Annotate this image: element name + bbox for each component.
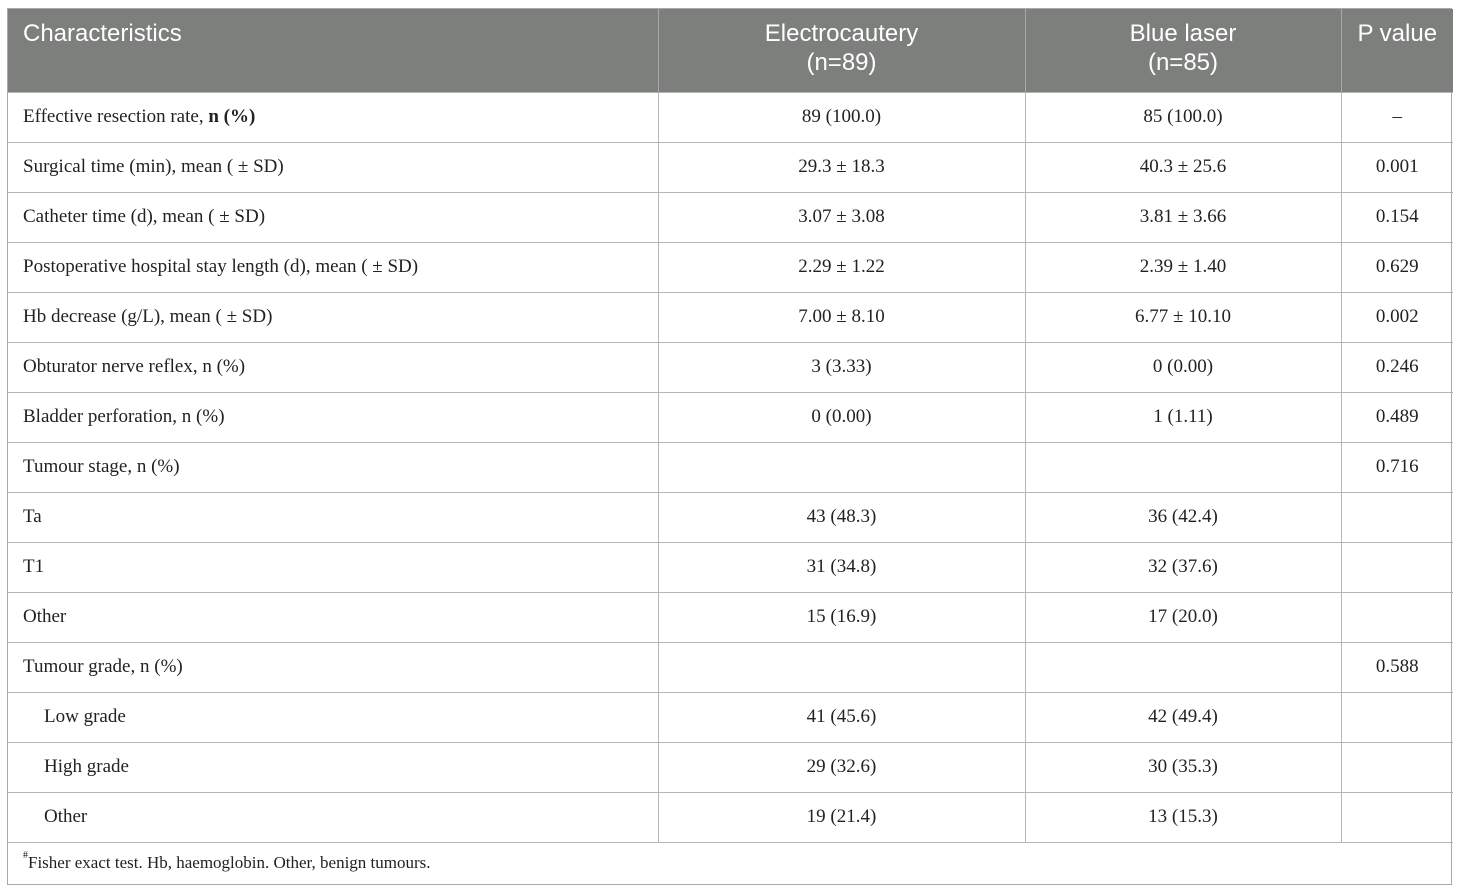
cell-p-value (1341, 542, 1453, 592)
header-blue-laser-n: (n=85) (1147, 49, 1219, 76)
row-label (8, 692, 658, 742)
row-label-text: Surgical time (min), mean ( ± SD) (23, 156, 284, 177)
table-row (8, 642, 1453, 692)
cell-electrocautery: 3 (3.33) (658, 342, 1025, 392)
cell-p-value (1341, 592, 1453, 642)
cell-electrocautery (658, 442, 1025, 492)
table-row (8, 92, 1453, 142)
row-label-text: Other (44, 806, 88, 827)
cell-p-value: – (1341, 92, 1453, 142)
row-label-text: Effective resection rate, (23, 106, 209, 127)
header-p-value: P value (1341, 9, 1453, 92)
cell-blue-laser (1025, 642, 1341, 692)
cell-blue-laser: 13 (15.3) (1025, 792, 1341, 842)
row-label-text: T1 (23, 556, 45, 577)
cell-p-value: 0.489 (1341, 392, 1453, 442)
row-label (8, 342, 658, 392)
cell-blue-laser: 32 (37.6) (1025, 542, 1341, 592)
table-row (8, 592, 1453, 642)
table-header-row (8, 9, 1453, 92)
row-label (8, 192, 658, 242)
footnote-row (8, 842, 1453, 884)
table-row (8, 192, 1453, 242)
cell-electrocautery: 41 (45.6) (658, 692, 1025, 742)
table-row (8, 342, 1453, 392)
cell-electrocautery: 43 (48.3) (658, 492, 1025, 542)
row-label-text: Tumour stage, n (%) (23, 456, 180, 477)
header-characteristics: Characteristics (8, 9, 658, 92)
cell-p-value: 0.154 (1341, 192, 1453, 242)
row-label (8, 742, 658, 792)
header-blue-laser (1025, 9, 1341, 92)
cell-blue-laser: 2.39 ± 1.40 (1025, 242, 1341, 292)
results-table-container (7, 8, 1452, 885)
row-label-text: Catheter time (d), mean ( ± SD) (23, 206, 266, 227)
row-label-text: Other (23, 606, 67, 627)
table-row (8, 242, 1453, 292)
cell-p-value: 0.246 (1341, 342, 1453, 392)
cell-blue-laser (1025, 442, 1341, 492)
table-row (8, 142, 1453, 192)
table-row (8, 442, 1453, 492)
row-label-text: Ta (23, 506, 42, 527)
cell-blue-laser: 6.77 ± 10.10 (1025, 292, 1341, 342)
cell-blue-laser: 0 (0.00) (1025, 342, 1341, 392)
cell-blue-laser: 17 (20.0) (1025, 592, 1341, 642)
row-label (8, 792, 658, 842)
row-label (8, 242, 658, 292)
header-electrocautery-n: (n=89) (806, 49, 877, 76)
cell-p-value: 0.002 (1341, 292, 1453, 342)
cell-electrocautery: 0 (0.00) (658, 392, 1025, 442)
table-row (8, 292, 1453, 342)
table-row (8, 392, 1453, 442)
table-row (8, 492, 1453, 542)
cell-p-value (1341, 792, 1453, 842)
cell-p-value: 0.588 (1341, 642, 1453, 692)
row-label-text: Low grade (44, 706, 126, 727)
cell-electrocautery: 89 (100.0) (658, 92, 1025, 142)
footnote-marker: # (23, 850, 28, 862)
row-label-bold: n (%) (208, 106, 256, 127)
cell-blue-laser: 85 (100.0) (1025, 92, 1341, 142)
cell-blue-laser: 30 (35.3) (1025, 742, 1341, 792)
header-electrocautery (658, 9, 1025, 92)
cell-p-value: 0.716 (1341, 442, 1453, 492)
cell-electrocautery: 7.00 ± 8.10 (658, 292, 1025, 342)
results-table (8, 9, 1453, 884)
footnote-text: Fisher exact test. Hb, haemoglobin. Other, benign tumours. (28, 853, 431, 873)
row-label (8, 392, 658, 442)
row-label-text: Obturator nerve reflex, n (%) (23, 356, 246, 377)
cell-p-value: 0.001 (1341, 142, 1453, 192)
row-label-text: Bladder perforation, n (%) (23, 406, 225, 427)
table-row (8, 692, 1453, 742)
cell-blue-laser: 3.81 ± 3.66 (1025, 192, 1341, 242)
row-label-text: High grade (44, 756, 129, 777)
cell-p-value (1341, 492, 1453, 542)
footnote (8, 842, 1453, 884)
header-blue-laser-name: Blue laser (1129, 20, 1237, 47)
table-row (8, 542, 1453, 592)
table-body (8, 92, 1453, 842)
cell-p-value: 0.629 (1341, 242, 1453, 292)
header-electrocautery-name: Electrocautery (764, 20, 919, 47)
row-label (8, 142, 658, 192)
cell-electrocautery: 15 (16.9) (658, 592, 1025, 642)
row-label (8, 292, 658, 342)
table-row (8, 792, 1453, 842)
table-row (8, 742, 1453, 792)
row-label (8, 92, 658, 142)
row-label (8, 492, 658, 542)
cell-p-value (1341, 742, 1453, 792)
cell-electrocautery: 31 (34.8) (658, 542, 1025, 592)
cell-electrocautery: 29 (32.6) (658, 742, 1025, 792)
row-label-text: Hb decrease (g/L), mean ( ± SD) (23, 306, 273, 327)
cell-blue-laser: 1 (1.11) (1025, 392, 1341, 442)
cell-p-value (1341, 692, 1453, 742)
cell-blue-laser: 40.3 ± 25.6 (1025, 142, 1341, 192)
row-label-text: Postoperative hospital stay length (d), mean ( ± SD) (23, 256, 419, 277)
row-label-text: Tumour grade, n (%) (23, 656, 183, 677)
cell-electrocautery (658, 642, 1025, 692)
cell-blue-laser: 42 (49.4) (1025, 692, 1341, 742)
row-label (8, 642, 658, 692)
row-label (8, 442, 658, 492)
row-label (8, 542, 658, 592)
cell-electrocautery: 29.3 ± 18.3 (658, 142, 1025, 192)
cell-electrocautery: 19 (21.4) (658, 792, 1025, 842)
row-label (8, 592, 658, 642)
cell-blue-laser: 36 (42.4) (1025, 492, 1341, 542)
cell-electrocautery: 3.07 ± 3.08 (658, 192, 1025, 242)
cell-electrocautery: 2.29 ± 1.22 (658, 242, 1025, 292)
